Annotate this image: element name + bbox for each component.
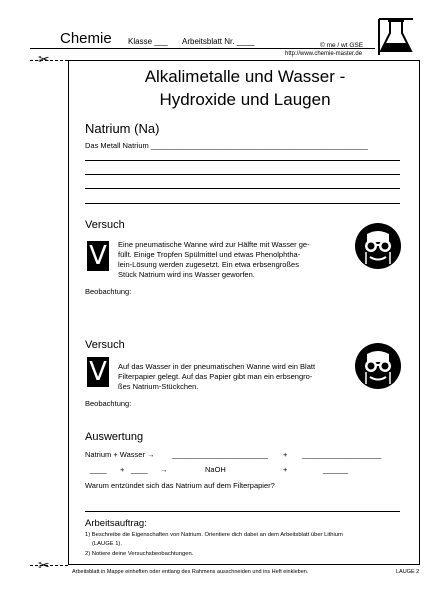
equation2-naoh: NaOH (205, 465, 226, 474)
auswertung-heading: Auswertung (85, 431, 144, 443)
safety-goggles-icon (354, 342, 402, 390)
answer-line[interactable] (85, 511, 400, 512)
answer-line[interactable] (85, 188, 400, 189)
versuch1-text-line: Stück Natrium wird ins Wasser geworfen. (118, 270, 255, 279)
versuch1-text-line: Eine pneumatische Wanne wird zur Hälfte mit Wasser ge- (118, 240, 310, 249)
versuch2-text-line: Filterpapier gelegt. Auf das Papier gibt man ein erbsengro- (118, 372, 313, 381)
worksheet-title-line2: Hydroxide und Laugen (159, 90, 331, 109)
arbeitsauftrag-heading: Arbeitsauftrag: (85, 518, 147, 529)
arbeitsauftrag-item1-cont: (LAUGE 1). (92, 541, 122, 547)
equation2-plus: + (283, 465, 288, 474)
worksheet-title-line1: Alkalimetalle und Wasser - (144, 67, 346, 86)
equation1-blank[interactable]: ___________________ (302, 450, 382, 459)
versuch1-heading: Versuch (85, 219, 125, 231)
versuch1-text-line: füllt. Einige Tropfen Spülmittel und etwas Phenolphtha- (118, 250, 301, 259)
auswertung-question: Warum entzündet sich das Natrium auf dem Filterpapier? (85, 481, 275, 490)
versuch1-beobachtung-label: Beobachtung: (85, 287, 132, 296)
equation2-blank[interactable]: ____ (90, 465, 107, 474)
answer-line[interactable] (85, 174, 400, 175)
arbeitsauftrag-item2: 2) Notiere deine Versuchsbeobachtungen. (85, 551, 194, 557)
natrium-heading: Natrium (Na) (85, 121, 160, 136)
versuch2-beobachtung-label: Beobachtung: (85, 399, 132, 408)
equation1-blank[interactable]: _______________________ (172, 450, 268, 459)
versuch1-text-line: lein-Lösung werden zugesetzt. Ein etwa erbsengroßes (118, 260, 299, 269)
versuch1-v-badge: V (87, 241, 109, 271)
answer-line[interactable] (85, 160, 400, 161)
versuch2-heading: Versuch (85, 339, 125, 351)
equation2-plus: + (120, 465, 125, 474)
footer-instruction: Arbeitsblatt in Mappe einheften oder entlang des Rahmens ausschneiden und ins Heft einkleben. (72, 569, 309, 575)
versuch2-text-line: ßes Natrium-Stückchen. (118, 382, 199, 391)
answer-line[interactable] (85, 203, 400, 204)
footer-code: LAUGE 2 (396, 569, 420, 575)
versuch2-v-badge: V (87, 357, 109, 387)
klasse-field: Klasse ___ (128, 37, 168, 46)
copyright-credit: © me / wt GSE (320, 42, 364, 49)
versuch2-text-line: Auf das Wasser in der pneumatischen Wanne wird ein Blatt (118, 362, 316, 371)
equation1-left: Natrium + Wasser → (85, 450, 155, 459)
equation2-arrow: → (160, 465, 168, 474)
equation1-plus: + (283, 450, 288, 459)
equation2-blank[interactable]: ____ (131, 465, 148, 474)
arbeitsblatt-field: Arbeitsblatt Nr. ____ (182, 37, 255, 46)
subject-title: Chemie (60, 30, 112, 47)
flask-logo-icon (377, 17, 415, 57)
website-link[interactable]: http://www.chemie-master.de (285, 51, 363, 57)
arbeitsauftrag-item1: 1) Beschreibe die Eigenschaften von Natrium. Orientiere dich dabei an dem Arbeitsblatt über Lithium (85, 532, 343, 538)
scissors-icon: ✂ (38, 557, 50, 573)
scissors-icon: ✂ (38, 51, 50, 67)
cut-line (30, 565, 68, 566)
equation2-blank[interactable]: ______ (323, 465, 349, 474)
safety-goggles-icon (354, 222, 402, 270)
natrium-first-line[interactable]: Das Metall Natrium ____________________________________________________ (85, 141, 368, 150)
